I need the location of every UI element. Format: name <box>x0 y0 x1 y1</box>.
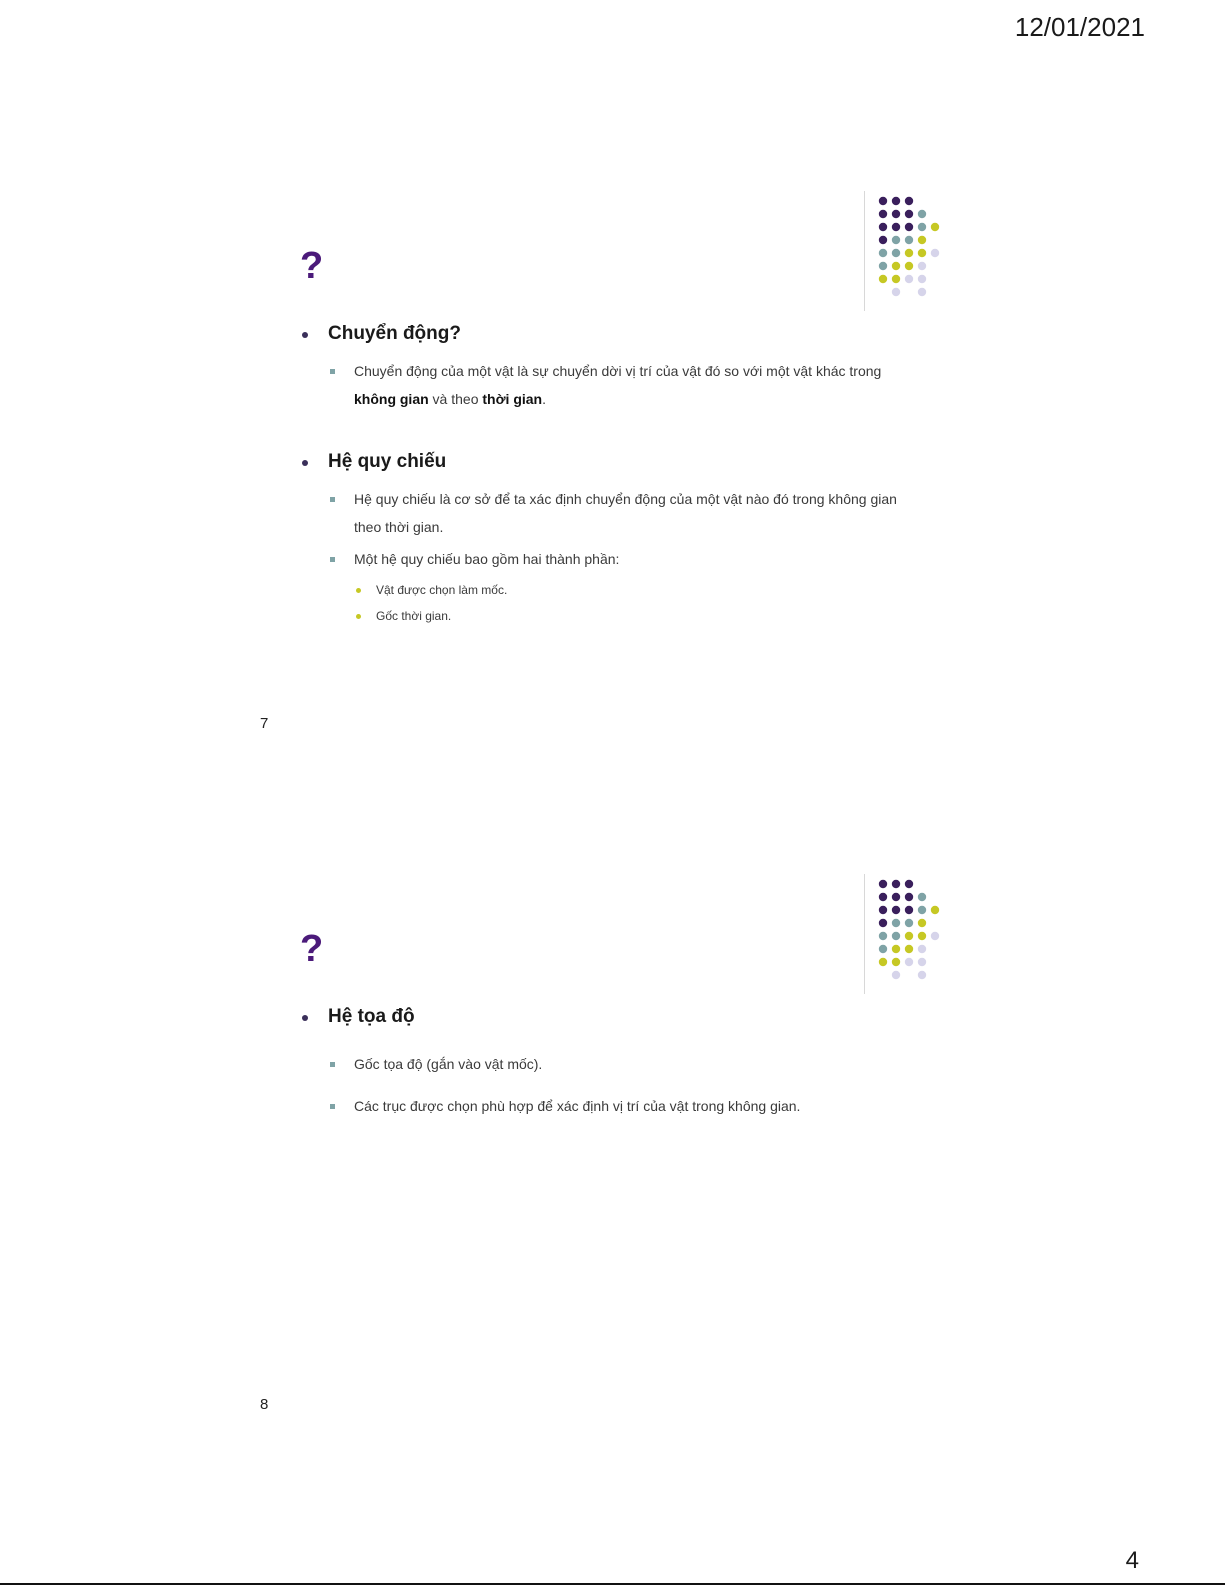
decorative-dot-grid-icon <box>864 191 985 311</box>
decorative-dot <box>879 932 887 940</box>
sub-list-item: Gốc thời gian. <box>300 603 920 629</box>
decorative-dot <box>879 197 887 205</box>
slide-7 <box>260 185 960 745</box>
decorative-dot <box>905 236 913 244</box>
decorative-dot <box>918 932 926 940</box>
decorative-dot <box>918 971 926 979</box>
decorative-dot <box>905 249 913 257</box>
slide-8 <box>260 868 960 1428</box>
decorative-dot <box>879 262 887 270</box>
decorative-dot <box>892 197 900 205</box>
decorative-dot <box>905 919 913 927</box>
decorative-dot <box>931 223 939 231</box>
decorative-dot <box>892 919 900 927</box>
decorative-dot <box>931 906 939 914</box>
slide-content <box>300 1006 920 1124</box>
heading-chuyen-dong: Chuyển động? <box>300 323 920 345</box>
decorative-dot <box>892 971 900 979</box>
decorative-dot <box>892 236 900 244</box>
slide-number: 8 <box>260 1396 269 1413</box>
decorative-dot <box>918 945 926 953</box>
decorative-dot <box>879 223 887 231</box>
list-item: Gốc tọa độ (gắn vào vật mốc). <box>300 1050 920 1078</box>
decorative-dot <box>892 958 900 966</box>
decorative-dot <box>892 262 900 270</box>
decorative-dot <box>879 249 887 257</box>
decorative-dot <box>879 919 887 927</box>
decorative-dot <box>918 288 926 296</box>
decorative-dot <box>905 197 913 205</box>
decorative-dot <box>905 880 913 888</box>
decorative-dot <box>905 275 913 283</box>
decorative-dot <box>918 210 926 218</box>
page-date: 12/01/2021 <box>1014 12 1145 42</box>
term-thoi-gian: thời gian <box>482 391 543 407</box>
decorative-dot <box>918 262 926 270</box>
decorative-dot <box>892 288 900 296</box>
decorative-dot <box>918 236 926 244</box>
decorative-dot <box>879 906 887 914</box>
decorative-dot <box>892 945 900 953</box>
definition-text: và theo <box>428 391 483 407</box>
decorative-dot <box>879 945 887 953</box>
slide-number: 7 <box>260 715 269 732</box>
decorative-dot <box>918 249 926 257</box>
heading-he-quy-chieu: Hệ quy chiếu <box>300 451 920 473</box>
decorative-dot <box>918 958 926 966</box>
decorative-dot <box>879 210 887 218</box>
decorative-dot <box>892 223 900 231</box>
decorative-dot <box>918 919 926 927</box>
decorative-dot <box>931 932 939 940</box>
sub-list-item: Vật được chọn làm mốc. <box>300 577 920 603</box>
decorative-dot <box>918 275 926 283</box>
decorative-dot <box>918 893 926 901</box>
page-number: 4 <box>1125 1547 1139 1574</box>
decorative-dot <box>892 249 900 257</box>
chuyen-dong-definition <box>300 357 920 413</box>
decorative-dot <box>905 932 913 940</box>
decorative-dot <box>892 880 900 888</box>
decorative-dot <box>879 958 887 966</box>
decorative-dot-grid-icon <box>864 874 985 994</box>
decorative-dot <box>905 945 913 953</box>
term-khong-gian: không gian <box>354 391 429 407</box>
decorative-dot <box>879 236 887 244</box>
slide-title: ? <box>300 928 324 970</box>
definition-text: . <box>542 391 546 407</box>
decorative-dot <box>905 262 913 270</box>
slide-content <box>300 323 920 629</box>
decorative-dot <box>892 906 900 914</box>
decorative-dot <box>879 275 887 283</box>
list-item: Hệ quy chiếu là cơ sở để ta xác định chuyển động của một vật nào đó trong không gian theo thời gian. <box>300 485 920 541</box>
decorative-dot <box>892 932 900 940</box>
decorative-dot <box>892 275 900 283</box>
slide-title: ? <box>300 245 324 287</box>
decorative-dot <box>905 223 913 231</box>
decorative-dot <box>918 223 926 231</box>
decorative-dot <box>905 958 913 966</box>
decorative-dot <box>879 893 887 901</box>
decorative-dot <box>905 210 913 218</box>
decorative-dot <box>905 893 913 901</box>
list-item: Các trục được chọn phù hợp để xác định vị trí của vật trong không gian. <box>300 1092 920 1120</box>
decorative-dot <box>931 249 939 257</box>
decorative-dot <box>879 880 887 888</box>
decorative-dot <box>892 210 900 218</box>
decorative-dot <box>905 906 913 914</box>
list-item: Một hệ quy chiếu bao gồm hai thành phần: <box>300 545 920 573</box>
decorative-dot <box>918 906 926 914</box>
decorative-dot <box>892 893 900 901</box>
definition-text: Chuyển động của một vật là sự chuyển dời vị trí của vật đó so với một vật khác trong <box>354 363 882 379</box>
heading-he-toa-do: Hệ tọa độ <box>300 1006 920 1028</box>
